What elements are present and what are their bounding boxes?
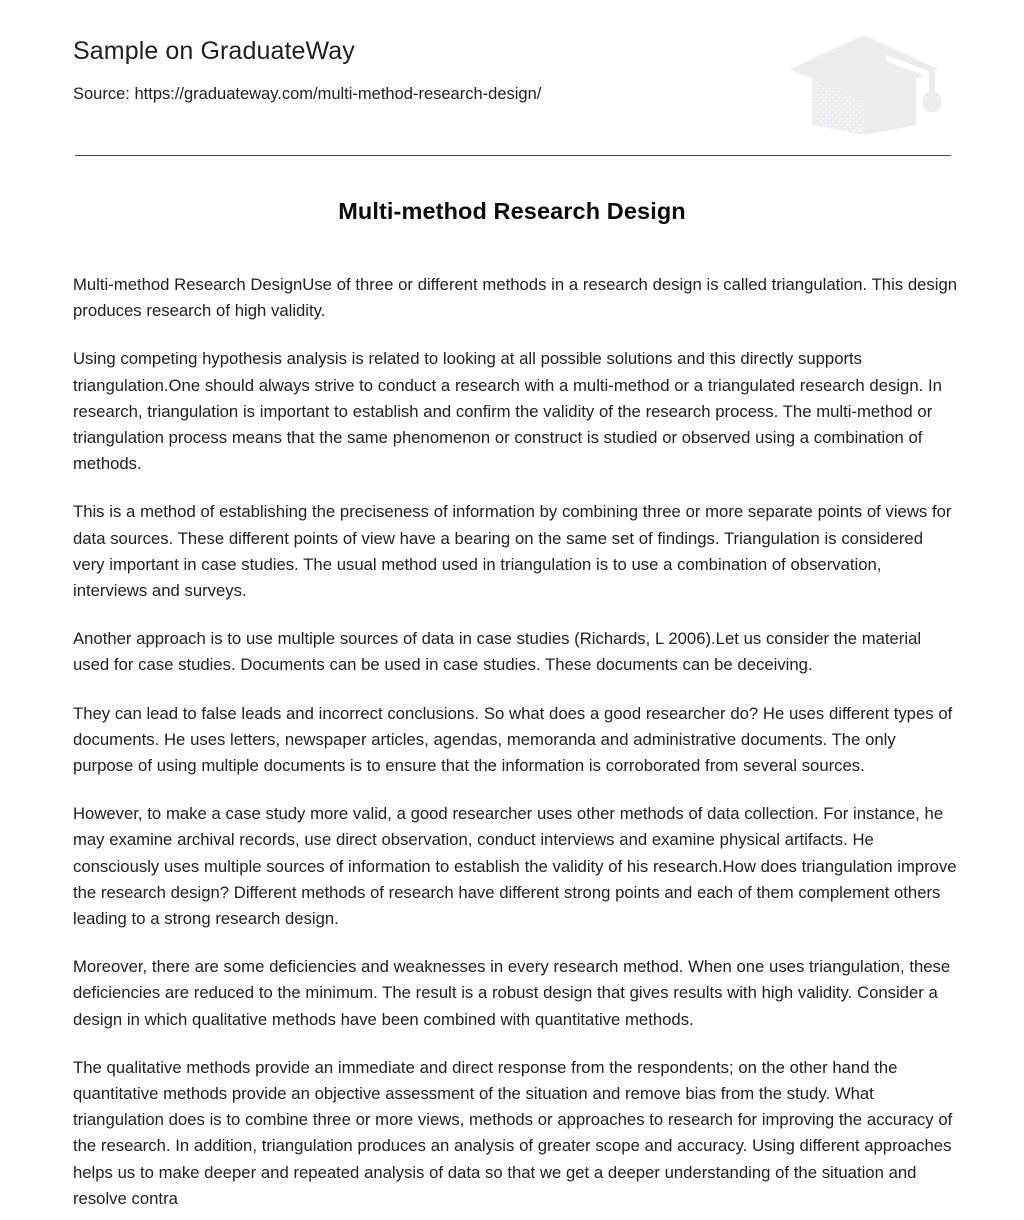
brand-title: Sample on GraduateWay	[73, 37, 355, 65]
source-url[interactable]: https://graduateway.com/multi-method-research-design/	[134, 85, 542, 103]
page-title: Multi-method Research Design	[338, 198, 686, 224]
page-header	[73, 36, 960, 136]
body-paragraph: They can lead to false leads and incorrect conclusions. So what does a good researcher do? He uses different types of documents. He uses letters, newspaper articles, agendas, memoranda and administrative documents. The only purpose of using multiple documents is to ensure that the information is corroborated from several sources.	[73, 703, 953, 776]
body-paragraph: The qualitative methods provide an immediate and direct response from the respondents; on the other hand the quantitative methods provide an objective assessment of the situation and remove bias from the study. What triangulation does is to combine three or more views, methods or approaches to research for improving the accuracy of the research. In addition, triangulation produces an analysis of greater scope and accuracy. Using different approaches helps us to make deeper and repeated analysis of data so that we get a deeper understanding of the situation and resolve contra	[73, 1057, 953, 1208]
body-paragraph: Another approach is to use multiple sources of data in case studies (Richards, L 2006).Let us consider the material used for case studies. Documents can be used in case studies. These documents can be deceiving.	[73, 629, 922, 675]
source-line	[73, 83, 960, 105]
header-divider	[75, 155, 951, 156]
body-paragraph: However, to make a case study more valid, a good researcher uses other methods of data collection. For instance, he may examine archival records, use direct observation, conduct interviews and examine physical artifacts. He consciously uses multiple sources of information to establish the validity of his research.How does triangulation improve the research design? Different methods of research have different strong points and each of them complement others leading to a strong research design.	[73, 804, 957, 929]
body-paragraph: This is a method of establishing the preciseness of information by combining three or more separate points of views for data sources. These different points of view have a bearing on the same set of findings. Triangulation is considered very important in case studies. The usual method used in triangulation is to use a combination of observation, interviews and surveys.	[73, 502, 952, 601]
body-paragraph: Multi-method Research DesignUse of three or different methods in a research design is called triangulation. This design produces research of high validity.	[73, 275, 958, 321]
body-paragraph: Moreover, there are some deficiencies and weaknesses in every research method. When one uses triangulation, these deficiencies are reduced to the minimum. The result is a robust design that gives results with high validity. Consider a design in which qualitative methods have been combined with quantitative methods.	[73, 957, 951, 1029]
document-body	[73, 272, 959, 1212]
body-paragraph: Using competing hypothesis analysis is related to looking at all possible solutions and this directly supports triangulation.One should always strive to conduct a research with a multi-method or a triangulated research design. In research, triangulation is important to establish and confirm the validity of the research process. The multi-method or triangulation process means that the same phenomenon or construct is studied or observed using a combination of methods.	[73, 349, 942, 474]
source-label: Source:	[73, 85, 130, 103]
